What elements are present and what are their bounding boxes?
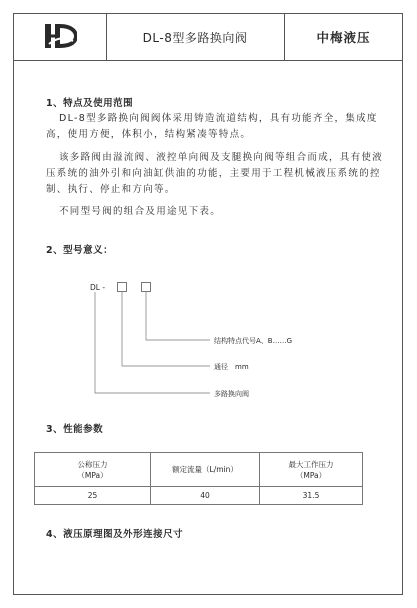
- model-prefix: DL -: [90, 283, 106, 292]
- section1-line: 压系统的油外引和向油缸供油的功能，主要用于工程机械液压系统的控: [46, 168, 381, 179]
- model-label-type: 多路换向阀: [214, 390, 249, 398]
- table-cell: 40: [151, 487, 260, 505]
- model-label-bore: 通径 mm: [214, 363, 249, 371]
- table-header-cell: 公称压力 （MPa）: [35, 453, 151, 487]
- document-title: DL-8型多路换向阀: [106, 14, 285, 60]
- section1-heading: 1、特点及使用范围: [46, 98, 134, 109]
- performance-table: [34, 452, 363, 505]
- brand-name: 中梅液压: [316, 30, 371, 45]
- table-header-cell: 最大工作压力 （MPa）: [260, 453, 363, 487]
- model-label-structure-code: 结构特点代号A、B……G: [214, 337, 293, 345]
- section2-heading: 2、型号意义：: [46, 245, 114, 256]
- table-cell: 25: [35, 487, 151, 505]
- section1-line: 制、执行、停止和方向等。: [46, 184, 176, 195]
- section1-line: DL-8型多路换向阀阀体采用铸造流道结构，具有功能齐全，集成度: [59, 113, 378, 124]
- section1-line: 不同型号阀的组合及用途见下表。: [59, 206, 222, 217]
- section1-line: 高，使用方便，体积小，结构紧凑等特点。: [46, 129, 252, 140]
- table-header-cell: 额定流量（L/min）: [151, 453, 260, 487]
- section3-heading: 3、性能参数: [46, 424, 104, 435]
- table-cell: 31.5: [260, 487, 363, 505]
- section1-line: 该多路阀由溢流阀、液控单向阀及支腿换向阀等组合而成，具有使液: [59, 152, 384, 163]
- section4-heading: 4、液压原理图及外形连接尺寸: [46, 529, 184, 540]
